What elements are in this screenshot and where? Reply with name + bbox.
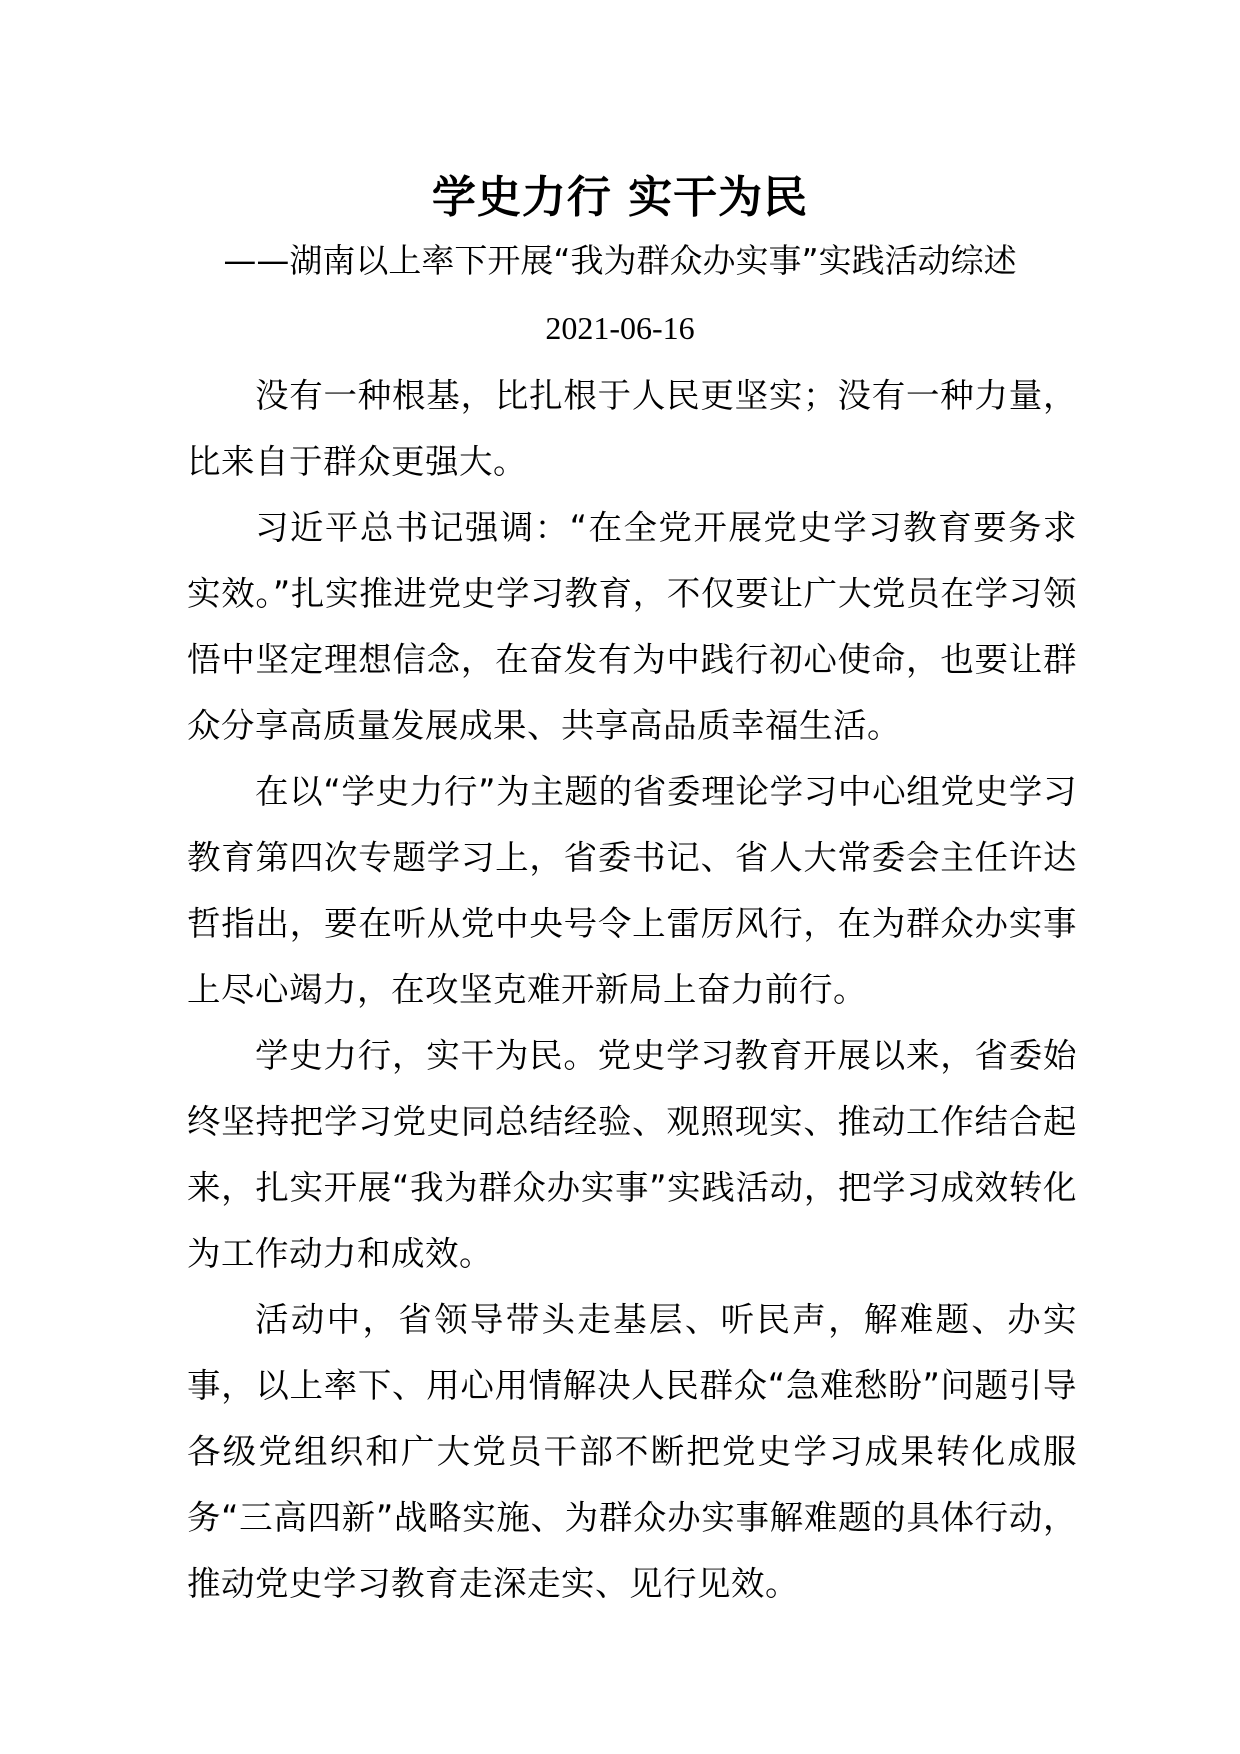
paragraph: 没有一种根基，比扎根于人民更坚实；没有一种力量，比来自于群众更强大。: [187, 376, 1077, 481]
article-body: [187, 363, 1077, 1617]
paragraph: 习近平总书记强调：“在全党开展党史学习教育要务求实效。”扎实推进党史学习教育，不仅要让广大党员在学习领悟中坚定理想信念，在奋发有为中践行初心使命，也要让群众分享高质量发展成果、共享高品质幸福生活。: [187, 508, 1077, 745]
paragraph: 在以“学史力行”为主题的省委理论学习中心组党史学习教育第四次专题学习上，省委书记、省人大常委会主任许达哲指出，要在听从党中央号令上雷厉风行，在为群众办实事上尽心竭力，在攻坚克难开新局上奋力前行。: [187, 772, 1077, 1009]
document-subtitle: ——湖南以上率下开展“我为群众办实事”实践活动综述: [223, 241, 1017, 280]
paragraph: 学史力行，实干为民。党史学习教育开展以来，省委始终坚持把学习党史同总结经验、观照现实、推动工作结合起来，扎实开展“我为群众办实事”实践活动，把学习成效转化为工作动力和成效。: [187, 1036, 1077, 1273]
publication-date: 2021-06-16: [545, 310, 695, 346]
document-title: 学史力行 实干为民: [431, 172, 809, 223]
paragraph: 活动中，省领导带头走基层、听民声，解难题、办实事，以上率下、用心用情解决人民群众“急难愁盼”问题引导各级党组织和广大党员干部不断把党史学习成果转化成服务“三高四新”战略实施、为群众办实事解难题的具体行动，推动党史学习教育走深走实、见行见效。: [187, 1300, 1077, 1603]
